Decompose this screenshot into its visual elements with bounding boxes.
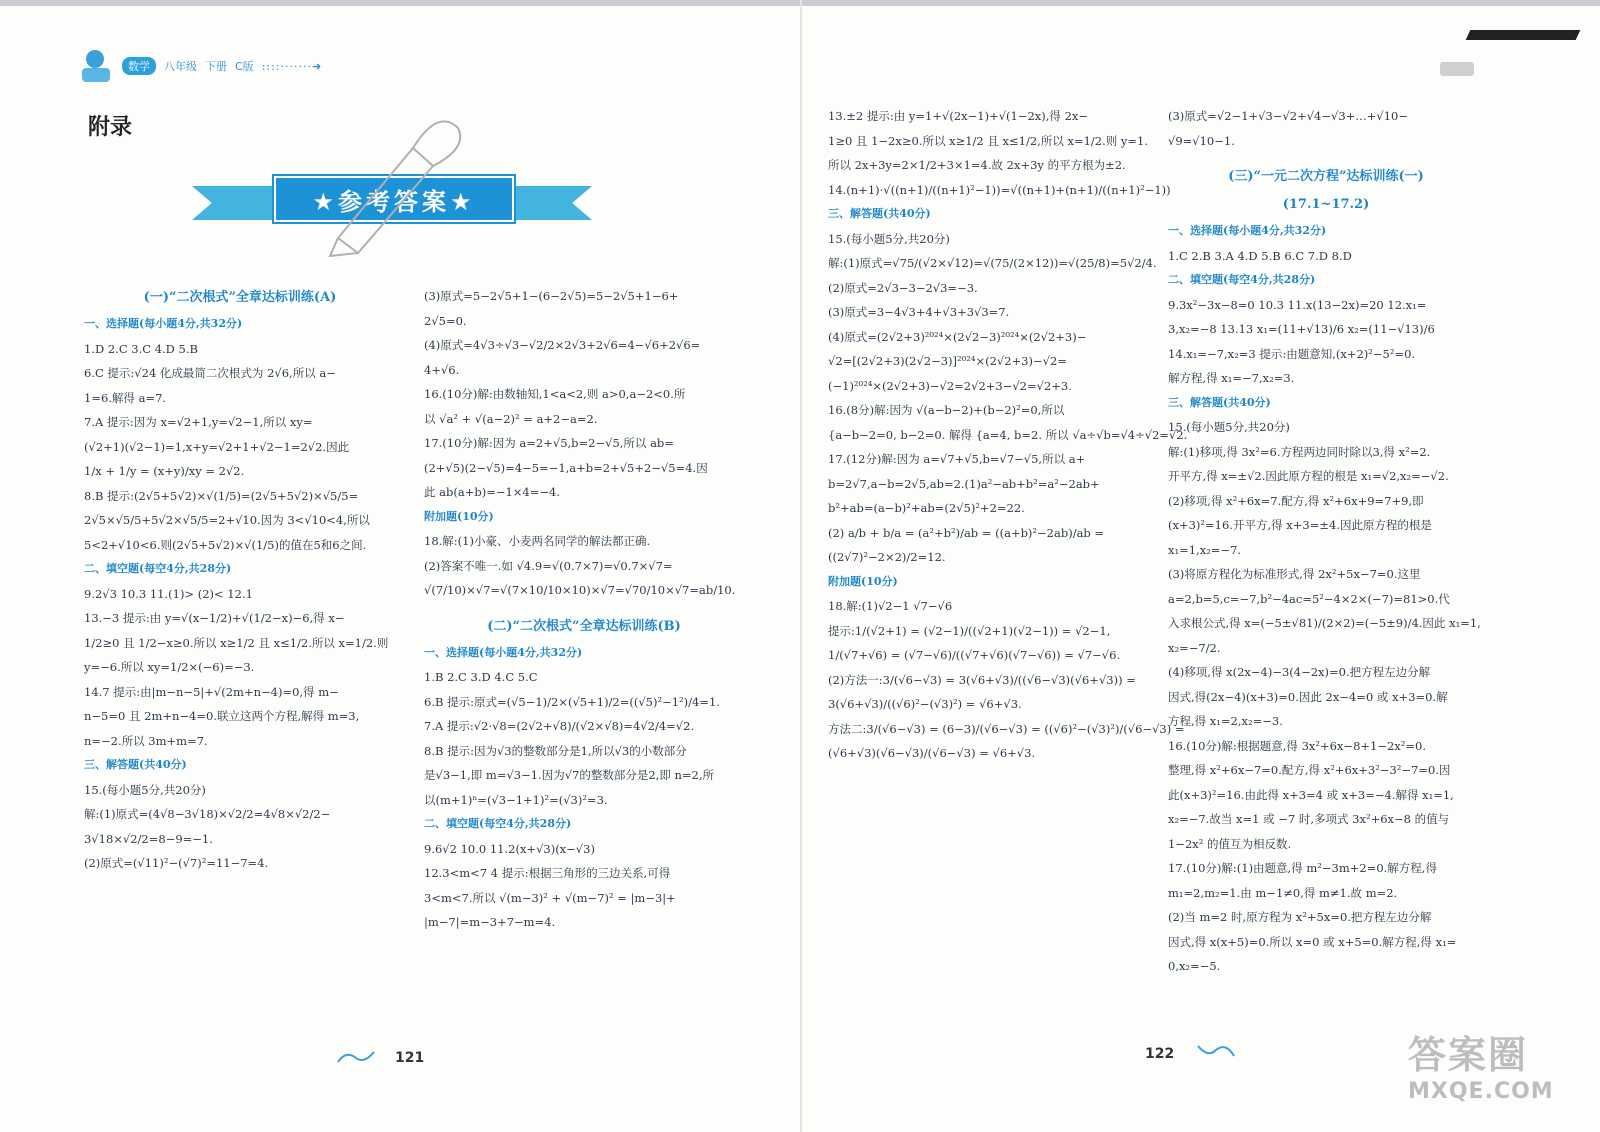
book-spine bbox=[800, 0, 802, 1132]
watermark-line-2: MXQE.COM bbox=[1408, 1079, 1554, 1104]
answer-line: 1−2x² 的值互为相反数. bbox=[1168, 836, 1292, 851]
answer-line: (√6+√3)(√6−√3)/(√6−√3) = √6+√3. bbox=[828, 746, 1036, 760]
answer-line: 解:(1)移项,得 3x²=6.方程两边同时除以3,得 x²=2. bbox=[1168, 444, 1431, 459]
answer-line: 解:(1)原式=(4√8−3√18)×√2/2=4√8×√2/2− bbox=[84, 807, 331, 821]
answer-line: (x+3)²=16.开平方,得 x+3=±4.因此原方程的根是 bbox=[1168, 518, 1432, 532]
right-page-column-2 bbox=[1168, 104, 1484, 979]
answer-line: 开平方,得 x=±√2.因此原方程的根是 x₁=√2,x₂=−√2. bbox=[1168, 469, 1449, 483]
answer-line: (2+√5)(2−√5)=4−5=−1,a+b=2+√5+2−√5=4.因 bbox=[424, 460, 708, 475]
volume-label: 下册 bbox=[205, 60, 227, 73]
answer-line: (2)原式=2√3−3−2√3=−3. bbox=[828, 280, 978, 295]
answer-line: 3,x₂=−8 13.13 x₁=(11+√13)/6 x₂=(11−√13)/6 bbox=[1168, 322, 1435, 336]
section-heading: (三)“一元二次方程”达标训练(一) bbox=[1228, 169, 1424, 184]
answer-line: (4)原式=4√3÷√3−√2/2×2√3+2√6=4−√6+2√6= bbox=[424, 338, 701, 352]
appendix-title: 附录 bbox=[88, 115, 133, 140]
answer-line: ((2√7)²−2×2)/2=12. bbox=[828, 550, 946, 564]
edition-label: C版 bbox=[235, 60, 254, 73]
section-heading: (二)“二次根式”全章达标训练(B) bbox=[487, 618, 681, 634]
answer-line: 因式,得(2x−4)(x+3)=0.因此 2x−4=0 或 x+3=0.解 bbox=[1168, 689, 1448, 704]
answer-line: 13.−3 提示:由 y=√(x−1/2)+√(1/2−x)−6,得 x− bbox=[84, 611, 345, 625]
answer-line: √(7/10)×√7=√(7×10/10×10)×√7=√70/10×√7=ab/10. bbox=[424, 583, 736, 597]
left-page-column-2 bbox=[424, 284, 744, 935]
answer-line: |m−7|=m−3+7−m=4. bbox=[424, 915, 556, 929]
left-page-column-1 bbox=[84, 284, 396, 876]
answer-line: (3)将原方程化为标准形式,得 2x²+5x−7=0.这里 bbox=[1168, 567, 1421, 581]
answer-line: 1.B 2.C 3.D 4.C 5.C bbox=[424, 670, 538, 684]
answer-line: (√2+1)(√2−1)=1,x+y=√2+1+√2−1=2√2.因此 bbox=[84, 439, 350, 454]
answer-line: 13.±2 提示:由 y=1+√(2x−1)+√(1−2x),得 2x− bbox=[828, 109, 1089, 123]
answer-line: n−5=0 且 2m+n−4=0.联立这两个方程,解得 m=3, bbox=[84, 709, 360, 723]
answer-line: x₂=−7.故当 x=1 或 −7 时,多项式 3x²+6x−8 的值与 bbox=[1168, 812, 1450, 826]
answer-line: y=−6.所以 xy=1/2×(−6)=−3. bbox=[84, 660, 255, 674]
answer-line: 因式,得 x(x+5)=0.所以 x=0 或 x+5=0.解方程,得 x₁= bbox=[1168, 934, 1457, 949]
answer-line: (4)原式=(2√2+3)²⁰²⁴×(2√2−3)²⁰²⁴×(2√2+3)− bbox=[828, 329, 1087, 344]
page-header bbox=[78, 48, 322, 84]
subsection-heading: 一、选择题(每小题4分,共32分) bbox=[424, 645, 583, 659]
answer-line: 17.(12分)解:因为 a=√7+√5,b=√7−√5,所以 a+ bbox=[828, 452, 1086, 466]
answer-line: (2)移项,得 x²+6x=7.配方,得 x²+6x+9=7+9,即 bbox=[1168, 493, 1424, 508]
answer-line: 1≥0 且 1−2x≥0.所以 x≥1/2 且 x≤1/2,所以 x=1/2.则 y=1. bbox=[828, 133, 1149, 148]
answer-line: 方法二:3/(√6−√3) = (6−3)/(√6−√3) = ((√6)²−(√3)²)/(√6−√3) = bbox=[828, 721, 1185, 736]
answer-line: 18.解:(1)小豪、小麦两名同学的解法都正确. bbox=[424, 534, 651, 548]
subsection-heading: 附加题(10分) bbox=[424, 509, 494, 523]
answer-line: 2√5×√5/5+5√2×√5/5=2+√10.因为 3<√10<4,所以 bbox=[84, 513, 370, 527]
answer-line: 2√5=0. bbox=[424, 313, 467, 328]
answer-line: (3)原式=√2−1+√3−√2+√4−√3+…+√10− bbox=[1168, 109, 1409, 123]
answer-line: 15.(每小题5分,共20分) bbox=[84, 782, 206, 797]
answer-line: 14.x₁=−7,x₂=3 提示:由题意知,(x+2)²−5²=0. bbox=[1168, 346, 1416, 361]
answer-line: 入求根公式,得 x=(−5±√81)/(2×2)=(−5±9)/4.因此 x₁=1, bbox=[1168, 616, 1481, 630]
mascot-icon bbox=[78, 48, 114, 84]
answer-line: 12.3<m<7 4 提示:根据三角形的三边关系,可得 bbox=[424, 866, 671, 880]
answer-line: 6.C 提示:√24 化成最简二次根式为 2√6,所以 a− bbox=[84, 366, 336, 380]
answer-line: 1.C 2.B 3.A 4.D 5.B 6.C 7.D 8.D bbox=[1168, 248, 1352, 263]
pencil-decoration-icon bbox=[318, 108, 468, 258]
answer-line: 18.解:(1)√2−1 √7−√6 bbox=[828, 599, 953, 613]
spacer bbox=[1168, 153, 1484, 163]
subsection-heading: 三、解答题(共40分) bbox=[828, 207, 931, 220]
answer-line: 7.A 提示:√2·√8=(2√2+√8)/(√2×√8)=4√2/4=√2. bbox=[424, 719, 695, 733]
answer-line: m₁=2,m₂=1.由 m−1≠0,得 m≠1.故 m=2. bbox=[1168, 885, 1398, 900]
page-number-left: 121 bbox=[395, 1050, 425, 1066]
section-heading: (17.1~17.2) bbox=[1282, 197, 1370, 212]
answer-line: (2)方法一:3/(√6−√3) = 3(√6+√3)/((√6−√3)(√6+√3)) = bbox=[828, 672, 1136, 687]
answer-line: (3)原式=5−2√5+1−(6−2√5)=5−2√5+1−6+ bbox=[424, 289, 679, 303]
header-arrow-icon: ::::·······➜ bbox=[261, 59, 323, 73]
answer-line: √2=[(2√2+3)(2√2−3)]²⁰²⁴×(2√2+3)−√2= bbox=[828, 354, 1067, 368]
answer-line: 解方程,得 x₁=−7,x₂=3. bbox=[1168, 371, 1295, 385]
subject-badge: 数学 bbox=[122, 57, 156, 75]
answer-line: √9=√10−1. bbox=[1168, 133, 1235, 148]
subsection-heading: 一、选择题(每小题4分,共32分) bbox=[1168, 224, 1327, 237]
leaf-ornament-icon bbox=[336, 1046, 376, 1068]
answer-line: 所以 2x+3y=2×1/2+3×1=4.故 2x+3y 的平方根为±2. bbox=[828, 158, 1126, 172]
subsection-heading: 附加题(10分) bbox=[828, 574, 898, 588]
answer-line: 以 √a² + √(a−2)² = a+2−a=2. bbox=[424, 411, 598, 426]
answer-line: 1/(√7+√6) = (√7−√6)/((√7+√6)(√7−√6)) = √7−√6. bbox=[828, 648, 1121, 662]
answer-line: 解:(1)原式=√75/(√2×√12)=√(75/(2×12))=√(25/8)=5√2/4. bbox=[828, 256, 1157, 270]
answer-line: 3<m<7.所以 √(m−3)² + √(m−7)² = |m−3|+ bbox=[424, 890, 676, 905]
answer-line: 16.(10分)解:由数轴知,1<a<2,则 a>0,a−2<0.所 bbox=[424, 387, 686, 401]
answer-line: 1/x + 1/y = (x+y)/xy = 2√2. bbox=[84, 464, 245, 478]
answer-line: 17.(10分)解:(1)由题意,得 m²−3m+2=0.解方程,得 bbox=[1168, 861, 1437, 875]
subsection-heading: 三、解答题(共40分) bbox=[84, 758, 187, 771]
answer-line: 15.(每小题5分,共20分) bbox=[828, 231, 950, 246]
leaf-ornament-icon bbox=[1196, 1040, 1236, 1062]
subsection-heading: 二、填空题(每空4分,共28分) bbox=[1168, 273, 1316, 286]
answer-line: 17.(10分)解:因为 a=2+√5,b=2−√5,所以 ab= bbox=[424, 436, 674, 450]
answer-line: 3√18×√2/2=8−9=−1. bbox=[84, 831, 213, 846]
answer-line: 此 ab(a+b)=−1×4=−4. bbox=[424, 485, 560, 499]
answer-line: 整理,得 x²+6x−7=0.配方,得 x²+6x+3²−3²−7=0.因 bbox=[1168, 763, 1451, 777]
section-heading: (一)“二次根式”全章达标训练(A) bbox=[143, 290, 337, 305]
banner-title: ★参考答案★ bbox=[274, 176, 514, 222]
corner-stamp-icon bbox=[1440, 62, 1474, 76]
subsection-heading: 二、填空题(每空4分,共28分) bbox=[84, 562, 232, 575]
right-page-column-1 bbox=[828, 104, 1188, 766]
answer-line: 8.B 提示:因为√3的整数部分是1,所以√3的小数部分 bbox=[424, 743, 687, 758]
answer-line: 3(√6+√3)/((√6)²−(√3)²) = √6+√3. bbox=[828, 697, 1022, 711]
answer-line: b²+ab=(a−b)²+ab=(2√5)²+2=22. bbox=[828, 501, 1025, 515]
answer-line: (2)答案不唯一.如 √4.9=√(0.7×7)=√0.7×√7= bbox=[424, 558, 673, 573]
answer-line: 1=6.解得 a=7. bbox=[84, 390, 167, 405]
answer-line: 14.7 提示:由|m−n−5|+√(2m+n−4)=0,得 m− bbox=[84, 684, 339, 699]
answer-line: 8.B 提示:(2√5+5√2)×√(1/5)=(2√5+5√2)×√5/5= bbox=[84, 488, 359, 503]
answer-line: 4+√6. bbox=[424, 362, 460, 377]
answer-line: 提示:1/(√2+1) = (√2−1)/((√2+1)(√2−1)) = √2−1, bbox=[828, 623, 1111, 638]
spacer bbox=[424, 603, 744, 613]
subsection-heading: 二、填空题(每空4分,共28分) bbox=[424, 817, 572, 830]
answer-line: 5<2+√10<6.则(2√5+5√2)×√(1/5)的值在5和6之间. bbox=[84, 537, 367, 552]
answer-line: 方程,得 x₁=2,x₂=−3. bbox=[1168, 714, 1283, 728]
subsection-heading: 一、选择题(每小题4分,共32分) bbox=[84, 317, 243, 330]
answer-line: b=2√7,a−b=2√5,ab=2.(1)a²−ab+b²=a²−2ab+ bbox=[828, 476, 1100, 491]
answer-line: 7.A 提示:因为 x=√2+1,y=√2−1,所以 xy= bbox=[84, 415, 313, 429]
grade-label: 八年级 bbox=[164, 60, 197, 73]
answer-line: (2) a/b + b/a = (a²+b²)/ab = ((a+b)²−2ab)/ab = bbox=[828, 525, 1105, 540]
answer-line: 1.D 2.C 3.C 4.D 5.B bbox=[84, 341, 198, 356]
answer-line: (3)原式=3−4√3+4+√3+3√3=7. bbox=[828, 305, 1010, 319]
page-number-right: 122 bbox=[1145, 1046, 1175, 1062]
answer-line: 此(x+3)²=16.由此得 x+3=4 或 x+3=−4.解得 x₁=1, bbox=[1168, 787, 1454, 802]
answer-line: (2)原式=(√11)²−(√7)²=11−7=4. bbox=[84, 856, 269, 870]
corner-mark bbox=[1466, 30, 1581, 40]
answer-line: 9.3x²−3x−8=0 10.3 11.x(13−2x)=20 12.x₁= bbox=[1168, 297, 1427, 312]
answer-line: 14.(n+1)·√((n+1)/((n+1)²−1))=√((n+1)+(n+1)/((n+1)²−1)) bbox=[828, 182, 1171, 197]
answer-line: 9.6√2 10.0 11.2(x+√3)(x−√3) bbox=[424, 841, 595, 856]
answer-line: (4)移项,得 x(2x−4)−3(4−2x)=0.把方程左边分解 bbox=[1168, 665, 1431, 679]
answer-line: 以(m+1)ⁿ=(√3−1+1)²=(√3)²=3. bbox=[424, 792, 608, 807]
answer-line: 16.(8分)解:因为 √(a−b−2)+(b−2)²=0,所以 bbox=[828, 403, 1065, 417]
answer-line: n=−2.所以 3m+m=7. bbox=[84, 733, 208, 748]
answer-line: x₂=−7/2. bbox=[1168, 640, 1221, 655]
answer-line: 是√3−1,即 m=√3−1.因为√7的整数部分是2,即 n=2,所 bbox=[424, 768, 714, 782]
answer-line: 9.2√3 10.3 11.(1)> (2)< 12.1 bbox=[84, 586, 253, 601]
answer-line: (2)当 m=2 时,原方程为 x²+5x=0.把方程左边分解 bbox=[1168, 910, 1432, 924]
answer-line: 15.(每小题5分,共20分) bbox=[1168, 420, 1290, 434]
answer-line: (−1)²⁰²⁴×(2√2+3)−√2=2√2+3−√2=√2+3. bbox=[828, 378, 1072, 393]
answer-line: a=2,b=5,c=−7,b²−4ac=5²−4×2×(−7)=81>0.代 bbox=[1168, 591, 1450, 606]
answer-line: {a−b−2=0, b−2=0. 解得 {a=4, b=2. 所以 √a÷√b=√4÷√2=√2. bbox=[828, 427, 1188, 442]
answer-line: 6.B 提示:原式=(√5−1)/2×(√5+1)/2=((√5)²−1²)/4=1. bbox=[424, 694, 720, 709]
answer-line: 0,x₂=−5. bbox=[1168, 959, 1221, 973]
answer-line: 1/2≥0 且 1/2−x≥0.所以 x≥1/2 且 x≤1/2.所以 x=1/2.则 bbox=[84, 635, 389, 650]
subsection-heading: 三、解答题(共40分) bbox=[1168, 395, 1271, 409]
watermark bbox=[1408, 1024, 1568, 1108]
answer-line: 16.(10分)解:根据题意,得 3x²+6x−8+1−2x²=0. bbox=[1168, 738, 1426, 753]
watermark-line-1: 答案圈 bbox=[1408, 1033, 1529, 1077]
answer-line: x₁=1,x₂=−7. bbox=[1168, 542, 1242, 557]
